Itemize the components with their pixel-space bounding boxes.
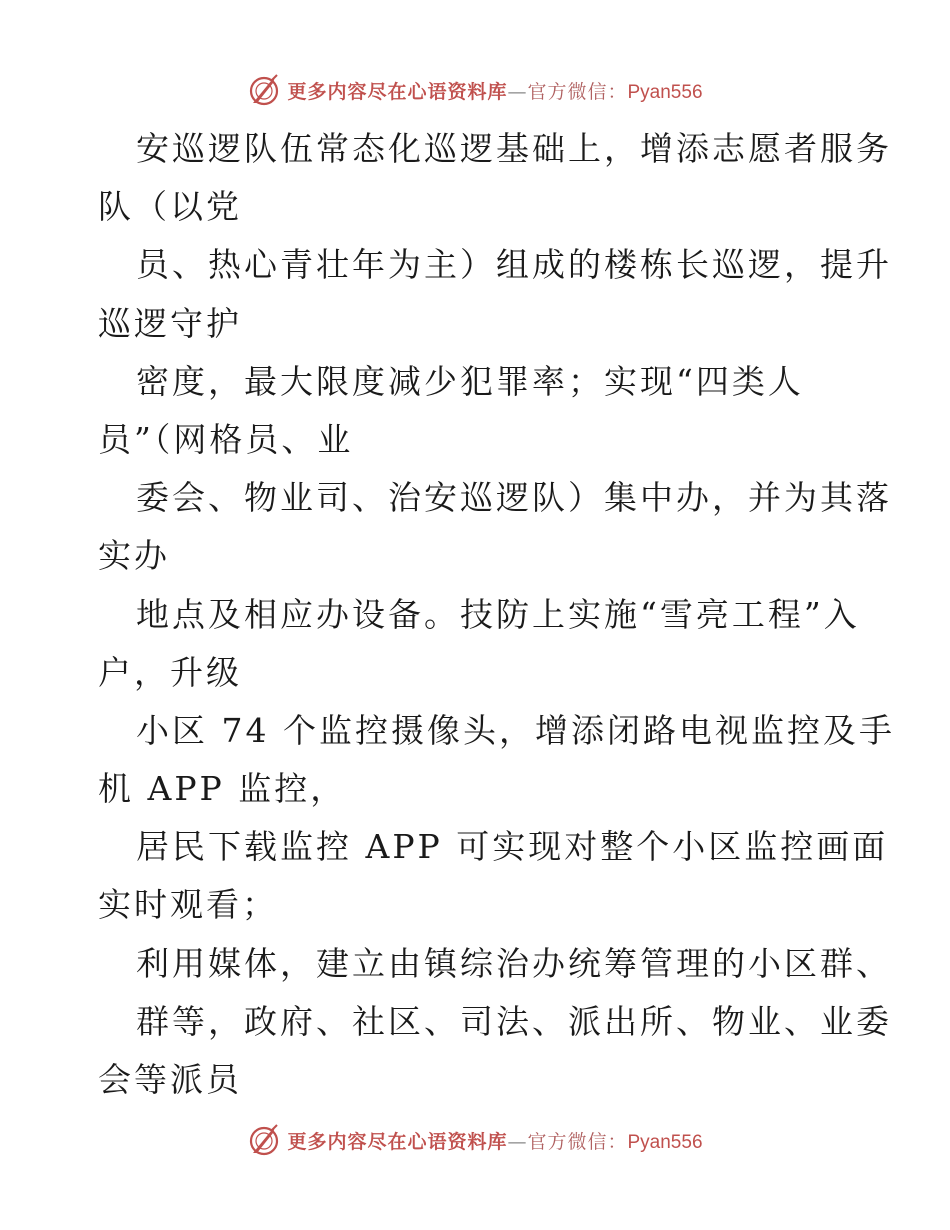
header-watermark-banner — [0, 70, 950, 110]
paragraph-line: 利用媒体，建立由镇综治办统筹管理的小区群、 — [136, 943, 892, 983]
paragraph-line: 队（以党 — [98, 187, 242, 227]
watermark-main-text: 更多内容尽在心语资料库 — [287, 80, 508, 103]
quill-logo-icon — [247, 1123, 281, 1157]
paragraph-line: 地点及相应办设备。技防上实施“雪亮工程”入 — [136, 594, 860, 634]
paragraph-line: 密度，最大限度减少犯罪率；实现“四类人 — [136, 361, 804, 401]
paragraph-line: 群等，政府、社区、司法、派出所、物业、业委 — [136, 1001, 892, 1041]
watermark-dash: — — [507, 1130, 528, 1153]
watermark-dash: — — [507, 80, 528, 103]
quill-logo-icon — [247, 73, 281, 107]
watermark-group — [247, 1123, 702, 1157]
paragraph-line: 员”（网格员、业 — [98, 419, 354, 459]
watermark-wechat-id: Pyan556 — [627, 1131, 703, 1153]
watermark-text — [287, 1127, 702, 1154]
paragraph-line: 员、热心青壮年为主）组成的楼栋长巡逻，提升 — [136, 245, 892, 285]
paragraph-line: 会等派员 — [98, 1060, 242, 1099]
paragraph-line: 小区 74 个监控摄像头，增添闭路电视监控及手 — [136, 710, 895, 750]
paragraph-line: 巡逻守护 — [98, 303, 242, 343]
paragraph-line: 机 APP 监控， — [98, 769, 347, 809]
text-lines — [98, 120, 895, 1109]
watermark-text — [287, 77, 702, 104]
watermark-wechat-id: Pyan556 — [627, 81, 703, 103]
paragraph-line: 安巡逻队伍常态化巡逻基础上，增添志愿者服务 — [136, 129, 892, 168]
watermark-wechat-label: 官方微信： — [527, 1130, 628, 1153]
paragraph-line: 居民下载监控 APP 可实现对整个小区监控画面 — [136, 827, 889, 867]
watermark-group — [247, 73, 702, 107]
watermark-wechat-label: 官方微信： — [527, 80, 628, 103]
paragraph-line: 实办 — [98, 536, 170, 576]
paragraph-line: 实时观看； — [98, 885, 278, 925]
paragraph-line: 户，升级 — [98, 652, 242, 692]
document-body — [98, 120, 895, 1109]
footer-watermark-banner — [0, 1120, 950, 1160]
watermark-main-text: 更多内容尽在心语资料库 — [287, 1130, 508, 1153]
paragraph-line: 委会、物业司、治安巡逻队）集中办，并为其落 — [136, 478, 892, 518]
